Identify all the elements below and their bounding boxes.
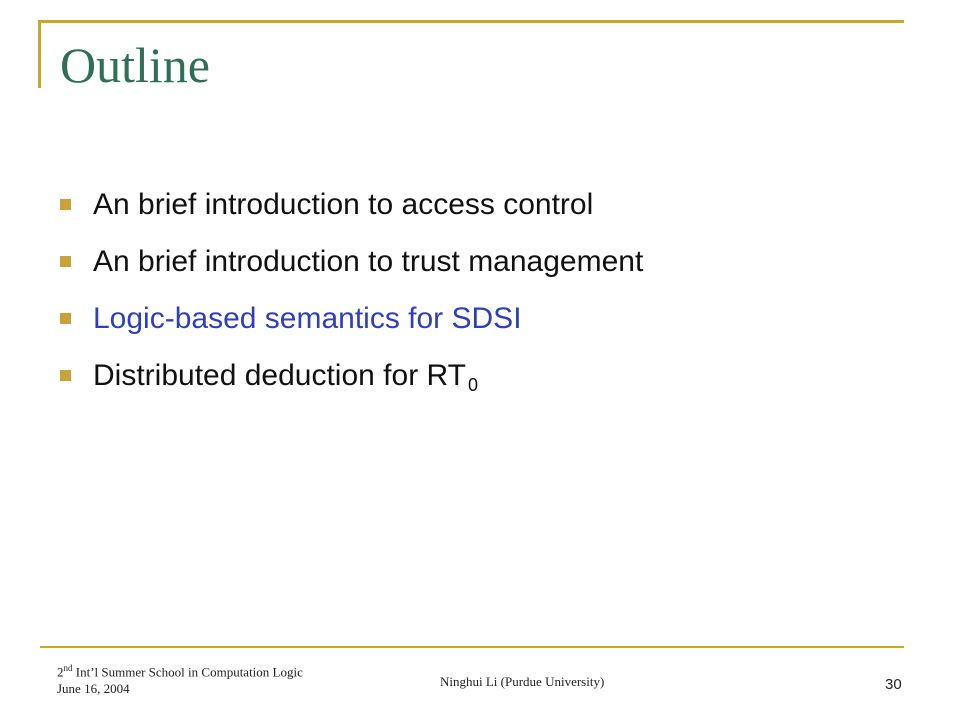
bullet-square-icon <box>60 199 71 210</box>
bullet-text: Distributed deduction for RT <box>93 358 466 392</box>
bullet-text: An brief introduction to trust management <box>93 244 644 278</box>
footer-event-ordinal: 2 <box>57 664 64 680</box>
footer-event-ordinal-suffix: nd <box>63 663 73 673</box>
bullet-item <box>60 347 643 404</box>
bullet-item-highlighted <box>60 290 643 347</box>
slide-frame-top-rule <box>40 20 904 23</box>
bullet-text: An brief introduction to access control <box>93 187 594 221</box>
slide-frame-bottom-rule <box>40 646 904 648</box>
page-number: 30 <box>885 676 902 693</box>
footer-author: Ninghui Li (Purdue University) <box>440 674 605 689</box>
bullet-item <box>60 176 643 233</box>
bullet-subscript: 0 <box>467 375 478 395</box>
bullet-item <box>60 233 643 290</box>
footer-event-name: Int’l Summer School in Computation Logic <box>72 664 303 680</box>
bullet-text: Logic-based semantics for SDSI <box>93 301 522 335</box>
slide-frame-left-rule <box>38 20 41 88</box>
bullet-square-icon <box>60 256 71 267</box>
slide-title: Outline <box>60 37 210 93</box>
bullet-square-icon <box>60 370 71 381</box>
footer-event-info <box>57 660 303 697</box>
footer-event-name-line <box>57 660 303 680</box>
bullet-list <box>60 176 643 404</box>
footer-date: June 16, 2004 <box>57 681 130 697</box>
bullet-square-icon <box>60 313 71 324</box>
